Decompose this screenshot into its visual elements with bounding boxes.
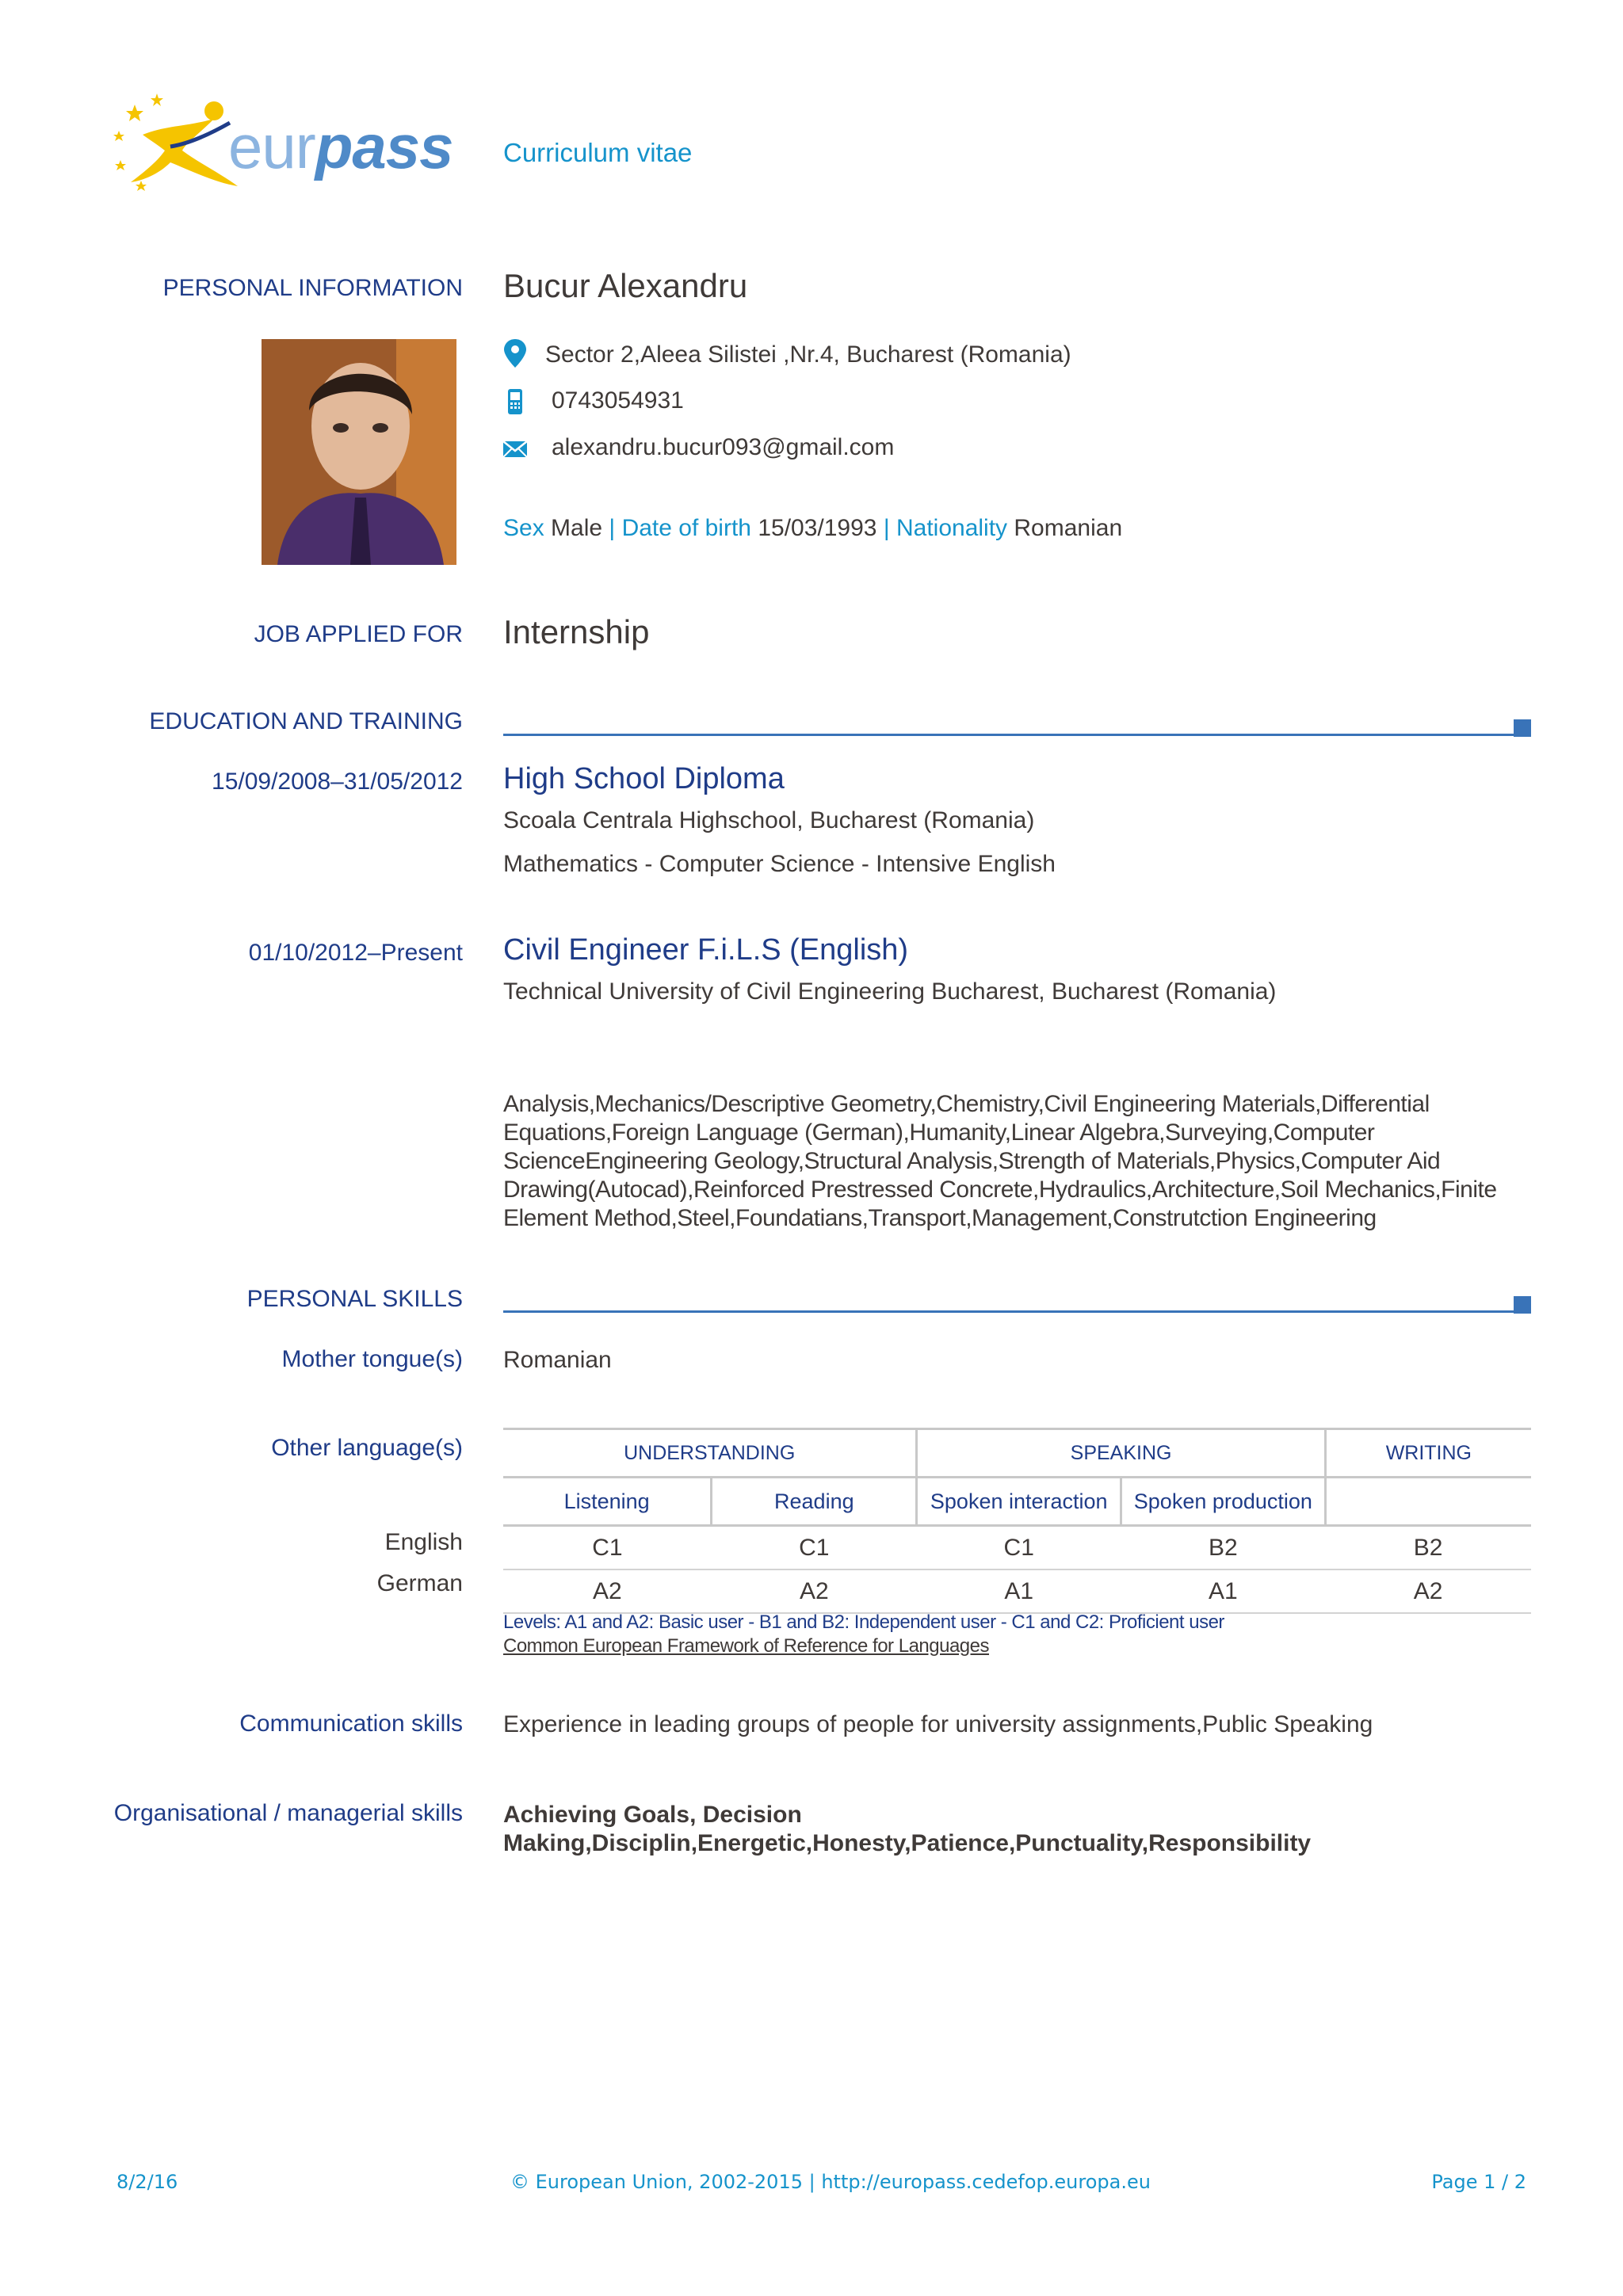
communication-skills-value: Experience in leading groups of people for university assignments,Public Speaking [503,1711,1373,1737]
table-row [503,1526,1531,1570]
footer-copyright: © European Union, 2002-2015 | http://europass.cedefop.europa.eu [510,2171,1151,2193]
organisational-skills-value [503,1801,1311,1858]
spoken-interaction-header: Spoken interaction [917,1478,1121,1526]
german-writing: A2 [1325,1569,1531,1613]
sex-label: Sex [503,515,544,541]
skills-rule-marker [1514,1296,1531,1314]
phone: 0743054931 [552,387,684,414]
mother-tongue-label: Mother tongue(s) [281,1346,463,1372]
subjects-line: Equations,Foreign Language (German),Humanity,Linear Algebra,Surveying,Computer [503,1119,1375,1146]
cefr-link[interactable]: Common European Framework of Reference for Languages [503,1635,989,1657]
job-applied-value: Internship [503,613,650,650]
footer-date: 8/2/16 [116,2171,178,2193]
europass-logo [111,87,475,198]
email-envelope-icon [501,433,529,465]
email[interactable]: alexandru.bucur093@gmail.com [552,434,895,460]
avatar [262,339,456,565]
footer-page-number: Page 1 / 2 [1431,2171,1526,2193]
communication-skills-label: Communication skills [239,1711,463,1737]
location-pin-icon [501,338,529,369]
logo-text-eur: eur [228,112,315,181]
education-rule-marker [1514,719,1531,737]
education-rule [503,734,1514,736]
education-title-1: High School Diploma [503,762,785,795]
german-production: A1 [1121,1569,1326,1613]
language-english: English [384,1529,463,1555]
separator: | [883,515,890,541]
nationality-value: Romanian [1014,515,1123,541]
address: Sector 2,Aleea Silistei ,Nr.4, Bucharest (Romania) [545,341,1071,368]
writing-header: WRITING [1325,1429,1531,1478]
levels-note: Levels: A1 and A2: Basic user - B1 and B2: Independent user - C1 and C2: Proficient user [503,1611,1224,1633]
document-title: Curriculum vitae [503,138,693,167]
organisational-skills-label: Organisational / managerial skills [113,1800,463,1826]
german-reading: A2 [712,1569,917,1613]
other-languages-label: Other language(s) [271,1435,463,1461]
education-institution-1: Scoala Centrala Highschool, Bucharest (Romania) [503,807,1035,833]
english-listening: C1 [503,1526,712,1570]
education-subjects [503,1090,1497,1233]
english-production: B2 [1121,1526,1326,1570]
organisational-line: Achieving Goals, Decision [503,1802,802,1828]
table-row [503,1569,1531,1613]
subjects-line: Analysis,Mechanics/Descriptive Geometry,Chemistry,Civil Engineering Materials,Differential [503,1091,1430,1117]
spoken-production-header: Spoken production [1121,1478,1326,1526]
listening-header: Listening [503,1478,712,1526]
education-institution-2: Technical University of Civil Engineering Bucharest, Bucharest (Romania) [503,978,1277,1005]
mobile-phone-icon [501,386,529,418]
education-details-1: Mathematics - Computer Science - Intensive English [503,851,1056,877]
subjects-line: ScienceEngineering Geology,Structural Analysis,Strength of Materials,Physics,Computer Aid [503,1148,1441,1174]
nationality-label: Nationality [896,515,1008,541]
job-applied-label: JOB APPLIED FOR [254,621,463,647]
language-german: German [376,1570,463,1596]
education-title-2: Civil Engineer F.i.L.S (English) [503,933,909,967]
subjects-line: Drawing(Autocad),Reinforced Prestressed Concrete,Hydraulics,Architecture,Soil Mechanics,Finite [503,1177,1497,1203]
personal-details-line [503,515,1122,542]
speaking-header: SPEAKING [917,1429,1325,1478]
education-dates-1: 15/09/2008–31/05/2012 [212,769,463,795]
personal-info-label: PERSONAL INFORMATION [162,275,463,301]
german-interaction: A1 [917,1569,1121,1613]
skills-rule [503,1310,1514,1313]
mother-tongue-value: Romanian [503,1347,612,1373]
europass-figure-icon [111,87,246,198]
dob-value: 15/03/1993 [758,515,877,541]
german-listening: A2 [503,1569,712,1613]
dob-label: Date of birth [621,515,751,541]
organisational-line: Making,Disciplin,Energetic,Honesty,Patience,Punctuality,Responsibility [503,1830,1312,1856]
separator: | [609,515,616,541]
english-interaction: C1 [917,1526,1121,1570]
education-dates-2: 01/10/2012–Present [248,940,463,966]
understanding-header: UNDERSTANDING [503,1429,917,1478]
english-writing: B2 [1325,1526,1531,1570]
reading-header: Reading [712,1478,917,1526]
subjects-line: Element Method,Steel,Foundatians,Transport,Management,Construtction Engineering [503,1205,1377,1231]
sex-value: Male [551,515,603,541]
writing-subheader [1325,1478,1531,1526]
language-table [503,1428,1531,1614]
education-label: EDUCATION AND TRAINING [149,708,463,734]
personal-skills-label: PERSONAL SKILLS [246,1286,463,1312]
english-reading: C1 [712,1526,917,1570]
logo-text-pass: pass [315,112,453,181]
candidate-name: Bucur Alexandru [503,267,748,304]
